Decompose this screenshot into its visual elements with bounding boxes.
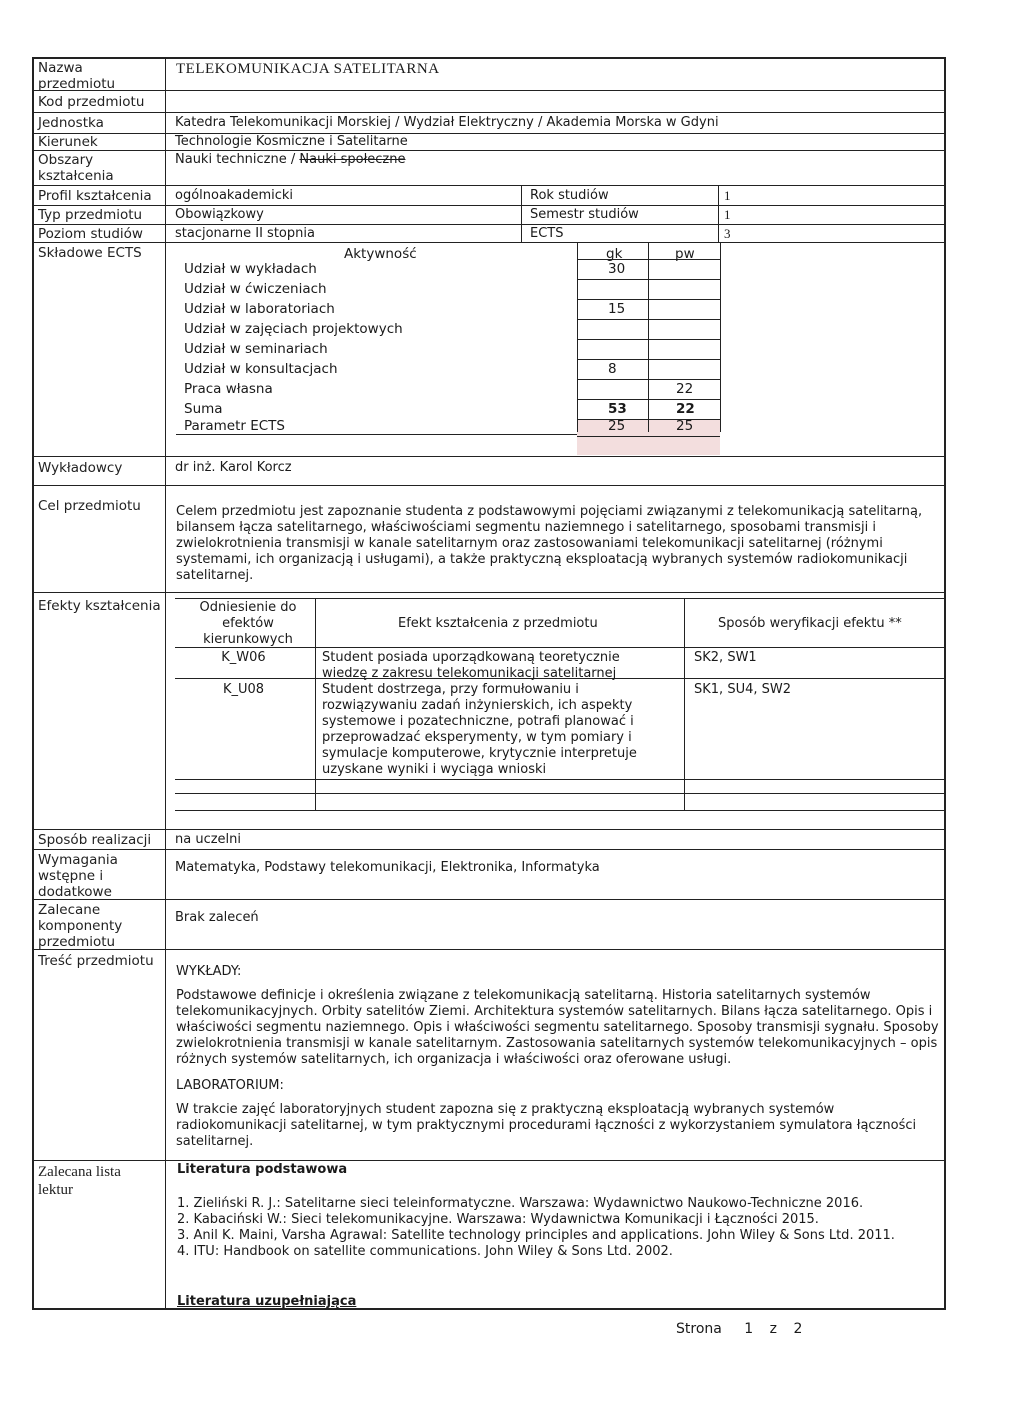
ects-label-underline — [176, 434, 577, 435]
ects-row-divider — [577, 279, 720, 280]
laboratorium-heading: LABORATORIUM: — [176, 1078, 284, 1093]
efekty-header-sposob: Sposób weryfikacji efektu ** — [718, 616, 902, 631]
label-wymagania: Wymagania wstępne i dodatkowe — [38, 852, 118, 900]
ects-grid-divider — [720, 242, 721, 432]
literatura-podstawowa-heading: Literatura podstawowa — [177, 1162, 348, 1177]
label-skladowe: Składowe ECTS — [38, 245, 142, 261]
ects-row-divider — [577, 379, 720, 380]
ects-row-divider — [577, 339, 720, 340]
row-divider — [32, 456, 946, 457]
ects-row-gk: 25 — [608, 418, 626, 434]
ects-row-gk: 15 — [608, 301, 626, 317]
efekty-grid-divider — [175, 810, 946, 811]
label-wykladowcy: Wykładowcy — [38, 460, 123, 476]
page-footer — [676, 1321, 802, 1337]
profil-value: ogólnoakademicki — [175, 188, 294, 203]
ects-row-label: Suma — [184, 401, 223, 417]
obszary-text: Nauki techniczne / — [175, 152, 300, 167]
ects-row-gk: 30 — [608, 261, 626, 277]
ects-row-divider — [577, 419, 720, 420]
ects-row-label: Udział w konsultacjach — [184, 361, 338, 377]
ects-grid-divider — [577, 259, 720, 260]
semestr-value: 1 — [724, 207, 731, 222]
ects-row-pw: 22 — [676, 401, 695, 417]
page-of: z — [769, 1321, 778, 1337]
row-divider — [32, 899, 946, 900]
efekt-text: Student dostrzega, przy formułowaniu i rozwiązywaniu zadań inżynierskich, ich aspekty systemowe i pozatechniczne, potrafi planować i przeprowadzać eksperymenty, w tym pomiary i symulacje komputerowe, krytycznie interpretuje uzyskane wyniki i wyciąga wnioski — [322, 682, 637, 777]
ects-row-divider — [577, 436, 720, 437]
efekt-sposob: SK1, SU4, SW2 — [694, 682, 791, 697]
poziom-value: stacjonarne II stopnia — [175, 226, 315, 241]
ects-row-label: Parametr ECTS — [184, 418, 285, 434]
label-kod: Kod przedmiotu — [38, 94, 145, 110]
literatura-item: 3. Anil K. Maini, Varsha Agrawal: Satellite technology principles and applications. John Wiley & Sons Ltd. 2011. — [177, 1228, 895, 1243]
ects-row-label: Udział w laboratoriach — [184, 301, 335, 317]
ects-row-divider — [577, 359, 720, 360]
efekt-sposob: SK2, SW1 — [694, 650, 757, 665]
wyklady-heading: WYKŁADY: — [176, 964, 242, 979]
label-profil: Profil kształcenia — [38, 188, 152, 204]
row-divider — [32, 224, 946, 225]
jednostka-value: Katedra Telekomunikacji Morskiej / Wydział Elektryczny / Akademia Morska w Gdyni — [175, 115, 719, 130]
row-divider — [32, 133, 946, 134]
ects-row-divider — [577, 399, 720, 400]
label-sposob: Sposób realizacji — [38, 832, 152, 848]
ects-label: ECTS — [530, 226, 564, 241]
ects-value: 3 — [724, 226, 731, 241]
efekt-text: Student posiada uporządkowaną teoretycznie wiedzę z zakresu telekomunikacji satelitarnej — [322, 650, 620, 681]
literatura-item: 1. Zieliński R. J.: Satelitarne sieci teleinformatyczne. Warszawa: Wydawnictwo Naukowo-Techniczne 2016. — [177, 1196, 864, 1211]
ects-row-label: Udział w ćwiczeniach — [184, 281, 327, 297]
row-divider — [32, 1160, 946, 1161]
label-typ: Typ przedmiotu — [38, 207, 143, 223]
ects-row-gk: 8 — [608, 361, 617, 377]
cel-text: Celem przedmiotu jest zapoznanie studenta z podstawowymi pojęciami związanymi z telekomunikacją satelitarną, bilansem łącza satelitarnego, właściwościami segmentu naziemnego i satelitarnego, sposobami transmisji i zwielokrotnienia transmisji w kanale satelitarnym oraz zastosowaniami telekomunikacji satelitarnej (różnymi systemami, ich organizacją i usługami), a także praktyczną eksploatacją wybranych systemów radiokomunikacji satelitarnej. — [176, 504, 923, 583]
page-label: Strona — [676, 1321, 722, 1337]
efekt-ref: K_W06 — [221, 650, 266, 665]
row-divider — [32, 185, 946, 186]
row-divider — [32, 485, 946, 486]
sposob-value: na uczelni — [175, 832, 242, 847]
label-nazwa: Nazwa przedmiotu — [38, 60, 116, 92]
rok-grid-divider — [521, 185, 522, 242]
typ-value: Obowiązkowy — [175, 207, 264, 222]
literatura-item: 2. Kabaciński W.: Sieci telekomunikacyjne. Warszawa: Wydawnictwa Komunikacji i Łączności 2015. — [177, 1212, 819, 1227]
ects-header-aktywnosc: Aktywność — [344, 246, 417, 262]
wyklady-text: Podstawowe definicje i określenia związane z telekomunikacją satelitarną. Historia satelitarnych systemów telekomunikacyjnych. Orbity satelitów Ziemi. Architektura systemów satelitarnych. Bilans łącza satelitarnego. Opis i właściwości segmentu naziemnego. Opis i właściwości segmentu satelitarnego. Sposoby transmisji sygnału. Sposoby zwielokrotnienia transmisji w kanale satelitarnym. Zastosowania satelitarnych systemów telekomunikacyjnych – opis różnych systemów satelitarnych, ich organizacja i właściwości oraz oferowane usługi. — [176, 988, 939, 1067]
page-number: 1 — [744, 1321, 754, 1337]
label-obszary: Obszary kształcenia — [38, 152, 114, 184]
rok-value: 1 — [724, 188, 731, 203]
row-divider — [32, 949, 946, 950]
ects-header-pw: pw — [675, 246, 695, 262]
kierunek-value: Technologie Kosmiczne i Satelitarne — [175, 134, 408, 149]
label-zalecane: Zalecane komponenty przedmiotu — [38, 902, 123, 950]
ects-row-divider — [577, 299, 720, 300]
label-cel: Cel przedmiotu — [38, 498, 141, 514]
efekty-grid-divider — [175, 779, 946, 780]
ects-row-label: Udział w seminariach — [184, 341, 328, 357]
ects-row-divider — [577, 319, 720, 320]
ects-grid-divider — [577, 242, 578, 432]
rok-label: Rok studiów — [530, 188, 609, 203]
label-kierunek: Kierunek — [38, 134, 98, 150]
row-divider — [32, 112, 946, 113]
row-divider — [32, 150, 946, 151]
literatura-uzupelniajaca-heading: Literatura uzupełniająca — [177, 1294, 357, 1309]
ects-grid-divider — [648, 242, 649, 432]
ects-row-label: Udział w zajęciach projektowych — [184, 321, 403, 337]
rok-grid-divider — [718, 185, 719, 242]
row-divider — [32, 592, 946, 593]
row-divider — [32, 205, 946, 206]
zalecane-value: Brak zaleceń — [175, 910, 259, 925]
wymagania-value: Matematyka, Podstawy telekomunikacji, Elektronika, Informatyka — [175, 860, 600, 875]
course-title: TELEKOMUNIKACJA SATELITARNA — [176, 61, 440, 77]
label-efekty: Efekty kształcenia — [38, 598, 161, 614]
efekt-ref: K_U08 — [222, 682, 265, 697]
efekty-grid-divider — [175, 598, 946, 599]
label-tresc: Treść przedmiotu — [38, 953, 154, 969]
row-divider — [32, 829, 946, 830]
wykladowcy-value: dr inż. Karol Korcz — [175, 460, 292, 475]
label-poziom: Poziom studiów — [38, 226, 143, 242]
efekty-grid-divider — [175, 793, 946, 794]
ects-row-gk: 53 — [608, 401, 627, 417]
row-divider — [32, 90, 946, 91]
laboratorium-text: W trakcie zajęć laboratoryjnych student zapozna się z praktyczną eksploatacją wybranych systemów radiokomunikacji satelitarnej, w tym praktycznymi procedurami łączności z wykorzystaniem symulatora łączności satelitarnej. — [176, 1102, 917, 1149]
label-lista: Zalecana lista lektur — [38, 1164, 121, 1198]
ects-row-label: Praca własna — [184, 381, 273, 397]
label-jednostka: Jednostka — [38, 115, 104, 131]
literatura-item: 4. ITU: Handbook on satellite communications. John Wiley & Sons Ltd. 2002. — [177, 1244, 673, 1259]
obszary-struck-text: Nauki społeczne — [299, 152, 406, 167]
ects-header-gk: gk — [606, 246, 623, 262]
ects-row-pw: 22 — [676, 381, 694, 397]
efekty-header-efekt: Efekt kształcenia z przedmiotu — [398, 616, 598, 631]
label-column-divider — [165, 57, 166, 1310]
ects-row-label: Udział w wykładach — [184, 261, 317, 277]
row-divider — [32, 849, 946, 850]
page-total: 2 — [793, 1321, 803, 1337]
obszary-value — [175, 152, 405, 168]
ects-row-pw: 25 — [676, 418, 694, 434]
row-divider — [32, 242, 946, 243]
semestr-label: Semestr studiów — [530, 207, 639, 222]
efekty-header-ref: Odniesienie do efektów kierunkowych — [199, 600, 297, 647]
